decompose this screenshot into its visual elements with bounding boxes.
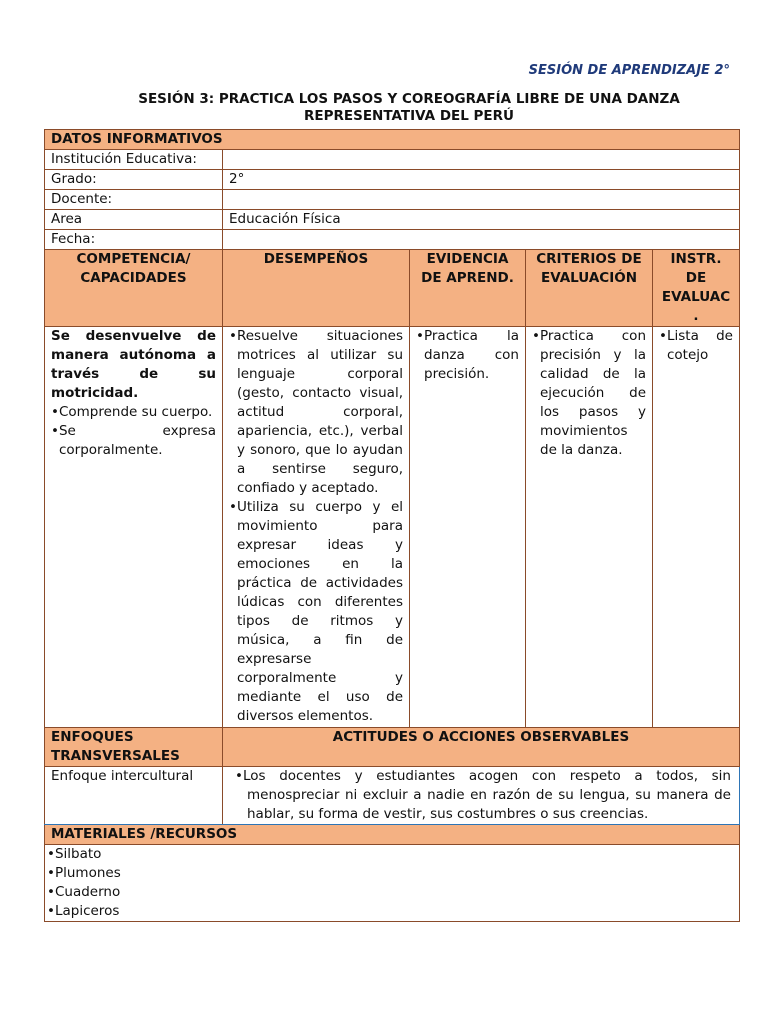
datos-label: Docente: <box>45 190 223 210</box>
datos-row <box>45 150 740 170</box>
session-table <box>44 129 740 922</box>
datos-label: Grado: <box>45 170 223 190</box>
material-item: • Silbato <box>47 845 737 864</box>
materiales-list <box>45 845 740 922</box>
competencia-text: Se desenvuelve de manera autónoma a través de su motricidad. <box>51 328 216 401</box>
criterios-cell <box>526 327 653 728</box>
instrumento-text: • Lista de cotejo <box>659 327 733 365</box>
enfoque-text-cell <box>223 767 740 825</box>
materiales-heading: MATERIALES /RECURSOS <box>45 825 740 845</box>
capacidad-item: • Comprende su cuerpo. <box>51 403 216 422</box>
col-desempenos: DESEMPEÑOS <box>223 250 410 327</box>
enfoque-name: Enfoque intercultural <box>45 767 223 825</box>
col-instrumento-line-3: EVALUAC <box>661 289 731 305</box>
evidencia-cell <box>410 327 526 728</box>
datos-value: Educación Física <box>223 210 740 230</box>
col-evidencia-line-1: EVIDENCIA <box>426 251 509 267</box>
col-competencia-line-1: COMPETENCIA/ <box>76 251 191 267</box>
datos-row <box>45 210 740 230</box>
datos-value <box>223 190 740 210</box>
series-label: SESIÓN DE APRENDIZAJE 2° <box>528 63 730 78</box>
session-title-line-2: REPRESENTATIVA DEL PERÚ <box>303 108 515 124</box>
session-title-line-1: SESIÓN 3: PRACTICA LOS PASOS Y COREOGRAFÍA LIBRE DE UNA DANZA <box>138 91 680 107</box>
datos-row <box>45 190 740 210</box>
actitudes-heading: ACTITUDES O ACCIONES OBSERVABLES <box>223 728 740 767</box>
criterios-text: • Practica con precisión y la calidad de la ejecución de los pasos y movimientos de la danza. <box>532 327 646 460</box>
desempeno-item: • Utiliza su cuerpo y el movimiento para expresar ideas y emociones en la práctica de actividades lúdicas con diferentes tipos de ritmos y música, a fin de expresarse corporalmente y mediante el uso de diversos elementos. <box>229 498 403 726</box>
col-instrumento-line-2: DE <box>685 270 707 286</box>
competencia-cell <box>45 327 223 728</box>
datos-row <box>45 170 740 190</box>
material-item: • Cuaderno <box>47 883 737 902</box>
col-criterios <box>526 250 653 327</box>
col-instrumento <box>653 250 740 327</box>
datos-label: Institución Educativa: <box>45 150 223 170</box>
datos-value <box>223 230 740 250</box>
col-evidencia <box>410 250 526 327</box>
material-item: • Plumones <box>47 864 737 883</box>
instrumento-cell <box>653 327 740 728</box>
col-competencia-line-2: CAPACIDADES <box>80 270 187 286</box>
datos-row <box>45 230 740 250</box>
enfoque-text: • Los docentes y estudiantes acogen con respeto a todos, sin menospreciar ni excluir a nadie en razón de su lengua, su manera de hablar, su forma de vestir, sus costumbres o sus creencias. <box>235 767 731 824</box>
datos-heading: DATOS INFORMATIVOS <box>45 130 740 150</box>
session-title <box>100 91 718 125</box>
col-criterios-line-2: EVALUACIÓN <box>540 270 638 286</box>
datos-label: Area <box>45 210 223 230</box>
capacidad-item: • Se expresa corporalmente. <box>51 422 216 460</box>
enfoques-heading: ENFOQUES TRANSVERSALES <box>45 728 223 767</box>
datos-value: 2° <box>223 170 740 190</box>
evidencia-text: • Practica la danza con precisión. <box>416 327 519 384</box>
datos-label: Fecha: <box>45 230 223 250</box>
col-competencia <box>45 250 223 327</box>
datos-value <box>223 150 740 170</box>
material-item: • Lapiceros <box>47 902 737 921</box>
col-instrumento-line-1: INSTR. <box>670 251 722 267</box>
col-criterios-line-1: CRITERIOS DE <box>536 251 642 267</box>
col-evidencia-line-2: DE APREND. <box>421 270 514 286</box>
desempenos-cell <box>223 327 410 728</box>
desempeno-item: • Resuelve situaciones motrices al utilizar su lenguaje corporal (gesto, contacto visual, actitud corporal, apariencia, etc.), verbal y sonoro, que lo ayudan a sentirse seguro, confiado y aceptado. <box>229 327 403 498</box>
col-instrumento-line-4: . <box>693 308 699 324</box>
